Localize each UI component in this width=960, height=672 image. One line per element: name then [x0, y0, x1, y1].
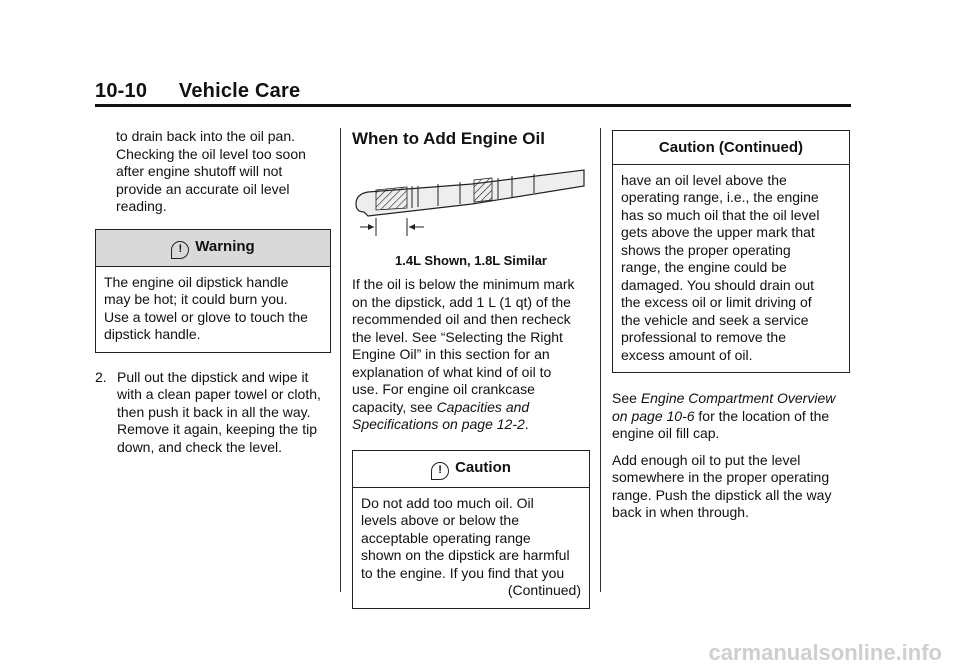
- text-run: .: [524, 416, 529, 432]
- text-line: the vehicle and seek a service: [621, 311, 809, 328]
- caution-continued-title: Caution (Continued): [613, 131, 849, 165]
- text-line: provide an accurate oil level: [116, 180, 290, 197]
- text-line: back in when through.: [612, 504, 749, 520]
- section-heading: When to Add Engine Oil: [352, 129, 545, 148]
- warning-box: [95, 229, 331, 353]
- intro-paragraph: [95, 128, 331, 216]
- warning-icon: !: [171, 241, 189, 259]
- capacities-link[interactable]: Capacities and: [436, 398, 530, 415]
- text-run: capacity, see: [352, 398, 437, 415]
- text-line: shown on the dipstick are harmful: [361, 547, 570, 563]
- text-line: have an oil level above the: [621, 171, 787, 188]
- text-line: may be hot; it could burn you.: [104, 291, 288, 307]
- text-line: the excess oil or limit driving of: [621, 294, 812, 310]
- text-line: professional to remove the: [621, 329, 786, 345]
- text-line: then push it back in all the way.: [117, 403, 311, 420]
- text-line: range. Push the dipstick all the way: [612, 486, 832, 503]
- text-line: dipstick handle.: [104, 326, 201, 342]
- text-line: gets above the upper mark that: [621, 224, 815, 240]
- text-line: Add enough oil to put the level: [612, 451, 801, 468]
- text-line: [352, 416, 590, 434]
- text-run: for the location of the: [694, 407, 830, 424]
- text-line: operating range, i.e., the engine: [621, 189, 819, 205]
- text-line: engine oil fill cap.: [612, 425, 720, 441]
- text-line: recommended oil and then recheck: [352, 311, 571, 327]
- caution-title: Caution: [455, 458, 511, 476]
- add-oil-paragraph: [612, 452, 850, 522]
- column-3: [612, 130, 850, 522]
- warning-title: Warning: [195, 237, 255, 255]
- text-line: range, the engine could be: [621, 259, 787, 275]
- warning-body: [96, 267, 330, 352]
- caution-continued-body: [613, 165, 849, 373]
- column-2: [352, 130, 590, 609]
- text-line: use. For engine oil crankcase: [352, 381, 535, 397]
- column-divider-2: [600, 128, 601, 592]
- text-line: [612, 390, 850, 408]
- caution-header: [353, 451, 589, 488]
- text-line: acceptable operating range: [361, 529, 531, 546]
- site-watermark: carmanualsonline.info: [708, 640, 942, 665]
- text-line: to drain back into the oil pan.: [116, 128, 296, 144]
- step-2: [95, 369, 331, 457]
- text-line: damaged. You should drain out: [621, 276, 815, 293]
- text-line: has so much oil that the oil level: [621, 206, 820, 223]
- column-1: [95, 128, 331, 456]
- page-number: 10-10: [95, 80, 148, 102]
- page-header: [95, 80, 300, 103]
- text-line: Pull out the dipstick and wipe it: [117, 368, 309, 385]
- dipstick-illustration: [352, 160, 586, 244]
- text-line: Checking the oil level too soon: [116, 145, 306, 162]
- text-line: The engine oil dipstick handle: [104, 273, 289, 290]
- text-line: [612, 408, 850, 426]
- caution-box: [352, 450, 590, 609]
- text-line: to the engine. If you find that you: [361, 564, 565, 581]
- specifications-link[interactable]: Specifications on page 12-2: [352, 416, 525, 432]
- text-line: If the oil is below the minimum mark: [352, 276, 575, 292]
- text-line: Do not add too much oil. Oil: [361, 494, 534, 511]
- text-line: somewhere in the proper operating: [612, 469, 830, 485]
- text-run: See: [612, 390, 641, 406]
- text-line: reading.: [116, 198, 167, 214]
- step-number: 2.: [95, 368, 107, 385]
- warning-header: [96, 230, 330, 267]
- section-title: Vehicle Care: [178, 80, 301, 102]
- text-line: [352, 399, 590, 417]
- oil-below-paragraph: [352, 276, 590, 434]
- caution-continued-box: [612, 130, 850, 373]
- text-line: the level. See “Selecting the Right: [352, 328, 563, 345]
- text-line: down, and check the level.: [117, 438, 282, 455]
- column-divider-1: [340, 128, 341, 592]
- text-line: with a clean paper towel or cloth,: [117, 386, 321, 402]
- text-line: Use a towel or glove to touch the: [104, 308, 308, 325]
- header-rule: [95, 104, 851, 107]
- page-reference-link[interactable]: on page 10-6: [612, 407, 695, 424]
- text-line: after engine shutoff will not: [116, 163, 283, 179]
- caution-icon: !: [431, 462, 449, 480]
- text-line: excess amount of oil.: [621, 346, 753, 363]
- caution-body: [353, 488, 589, 608]
- text-line: Engine Oil” in this section for an: [352, 346, 550, 362]
- see-paragraph: [612, 390, 850, 443]
- text-line: shows the proper operating: [621, 241, 791, 258]
- continued-label: (Continued): [507, 582, 581, 598]
- text-line: levels above or below the: [361, 512, 519, 528]
- text-line: Remove it again, keeping the tip: [117, 421, 318, 437]
- text-line: on the dipstick, add 1 L (1 qt) of the: [352, 293, 571, 310]
- engine-compartment-link[interactable]: Engine Compartment Overview: [640, 390, 836, 406]
- figure-caption: 1.4L Shown, 1.8L Similar: [395, 252, 547, 268]
- text-line: explanation of what kind of oil to: [352, 363, 552, 380]
